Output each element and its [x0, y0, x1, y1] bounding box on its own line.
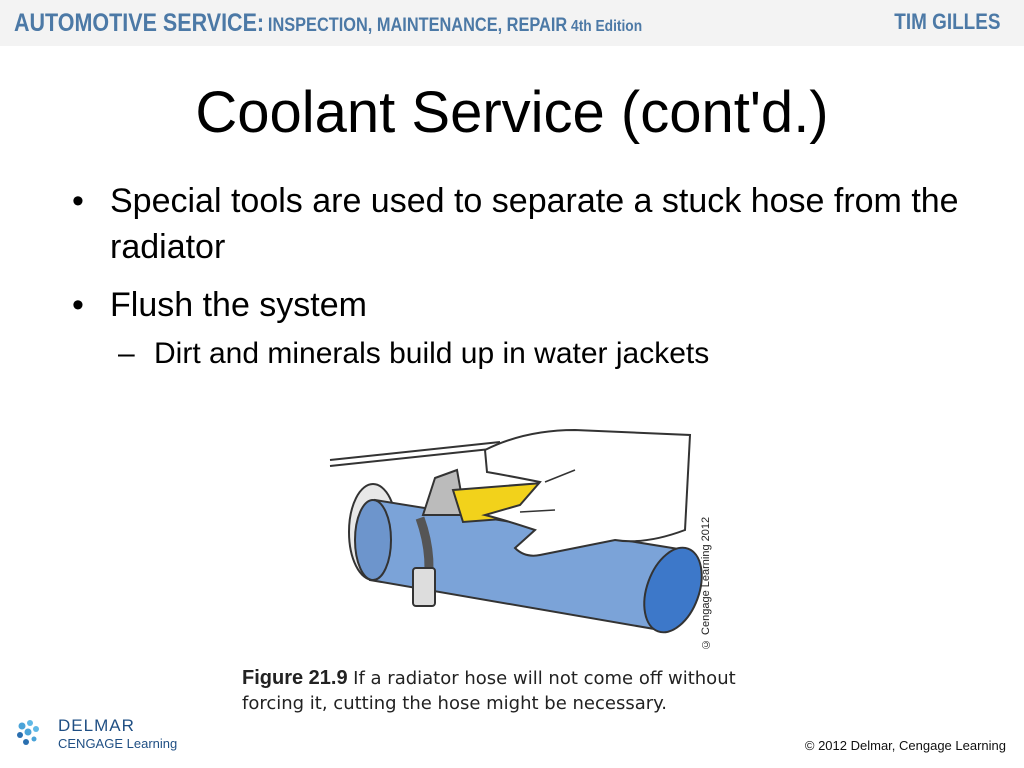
book-subtitle: INSPECTION, MAINTENANCE, REPAIR [267, 15, 568, 36]
slide-title: Coolant Service (cont'd.) [195, 80, 829, 145]
figure-credit: © Cengage Learning 2012 [700, 516, 712, 650]
sub-bullet-item [70, 334, 970, 374]
figure-caption [242, 666, 802, 716]
author-name: TIM GILLES [893, 9, 1000, 34]
book-edition: 4th Edition [571, 18, 643, 35]
sub-bullet-text: Dirt and minerals build up in water jackets [154, 337, 710, 370]
bullet-item [70, 282, 970, 328]
figure-caption-text: If a radiator hose will not come off without forcing it, cutting the hose might be necessary. [242, 668, 736, 714]
sub-bullet-marker: – [118, 337, 135, 370]
slide-header [0, 0, 1024, 46]
figure-label: Figure 21.9 [242, 667, 348, 689]
hose-start [355, 500, 391, 580]
bullet-marker: • [72, 182, 84, 220]
bullet-text: Flush the system [110, 286, 367, 324]
hose-cutting-illustration [325, 420, 725, 660]
clamp-screw [413, 568, 435, 606]
logo-text-delmar: DELMAR [58, 716, 135, 735]
book-title [14, 9, 642, 38]
bullet-text: Special tools are used to separate a stuck hose from the radiator [110, 182, 959, 266]
bullet-item [70, 178, 970, 270]
bullet-list [70, 178, 970, 374]
book-title-main: AUTOMOTIVE SERVICE: [14, 9, 265, 37]
logo-text-cengage: CENGAGE Learning [58, 736, 178, 751]
delmar-logo-icon [14, 718, 50, 748]
copyright-notice: © 2012 Delmar, Cengage Learning [804, 738, 1006, 753]
delmar-logo [14, 714, 194, 754]
bullet-marker: • [72, 286, 84, 324]
